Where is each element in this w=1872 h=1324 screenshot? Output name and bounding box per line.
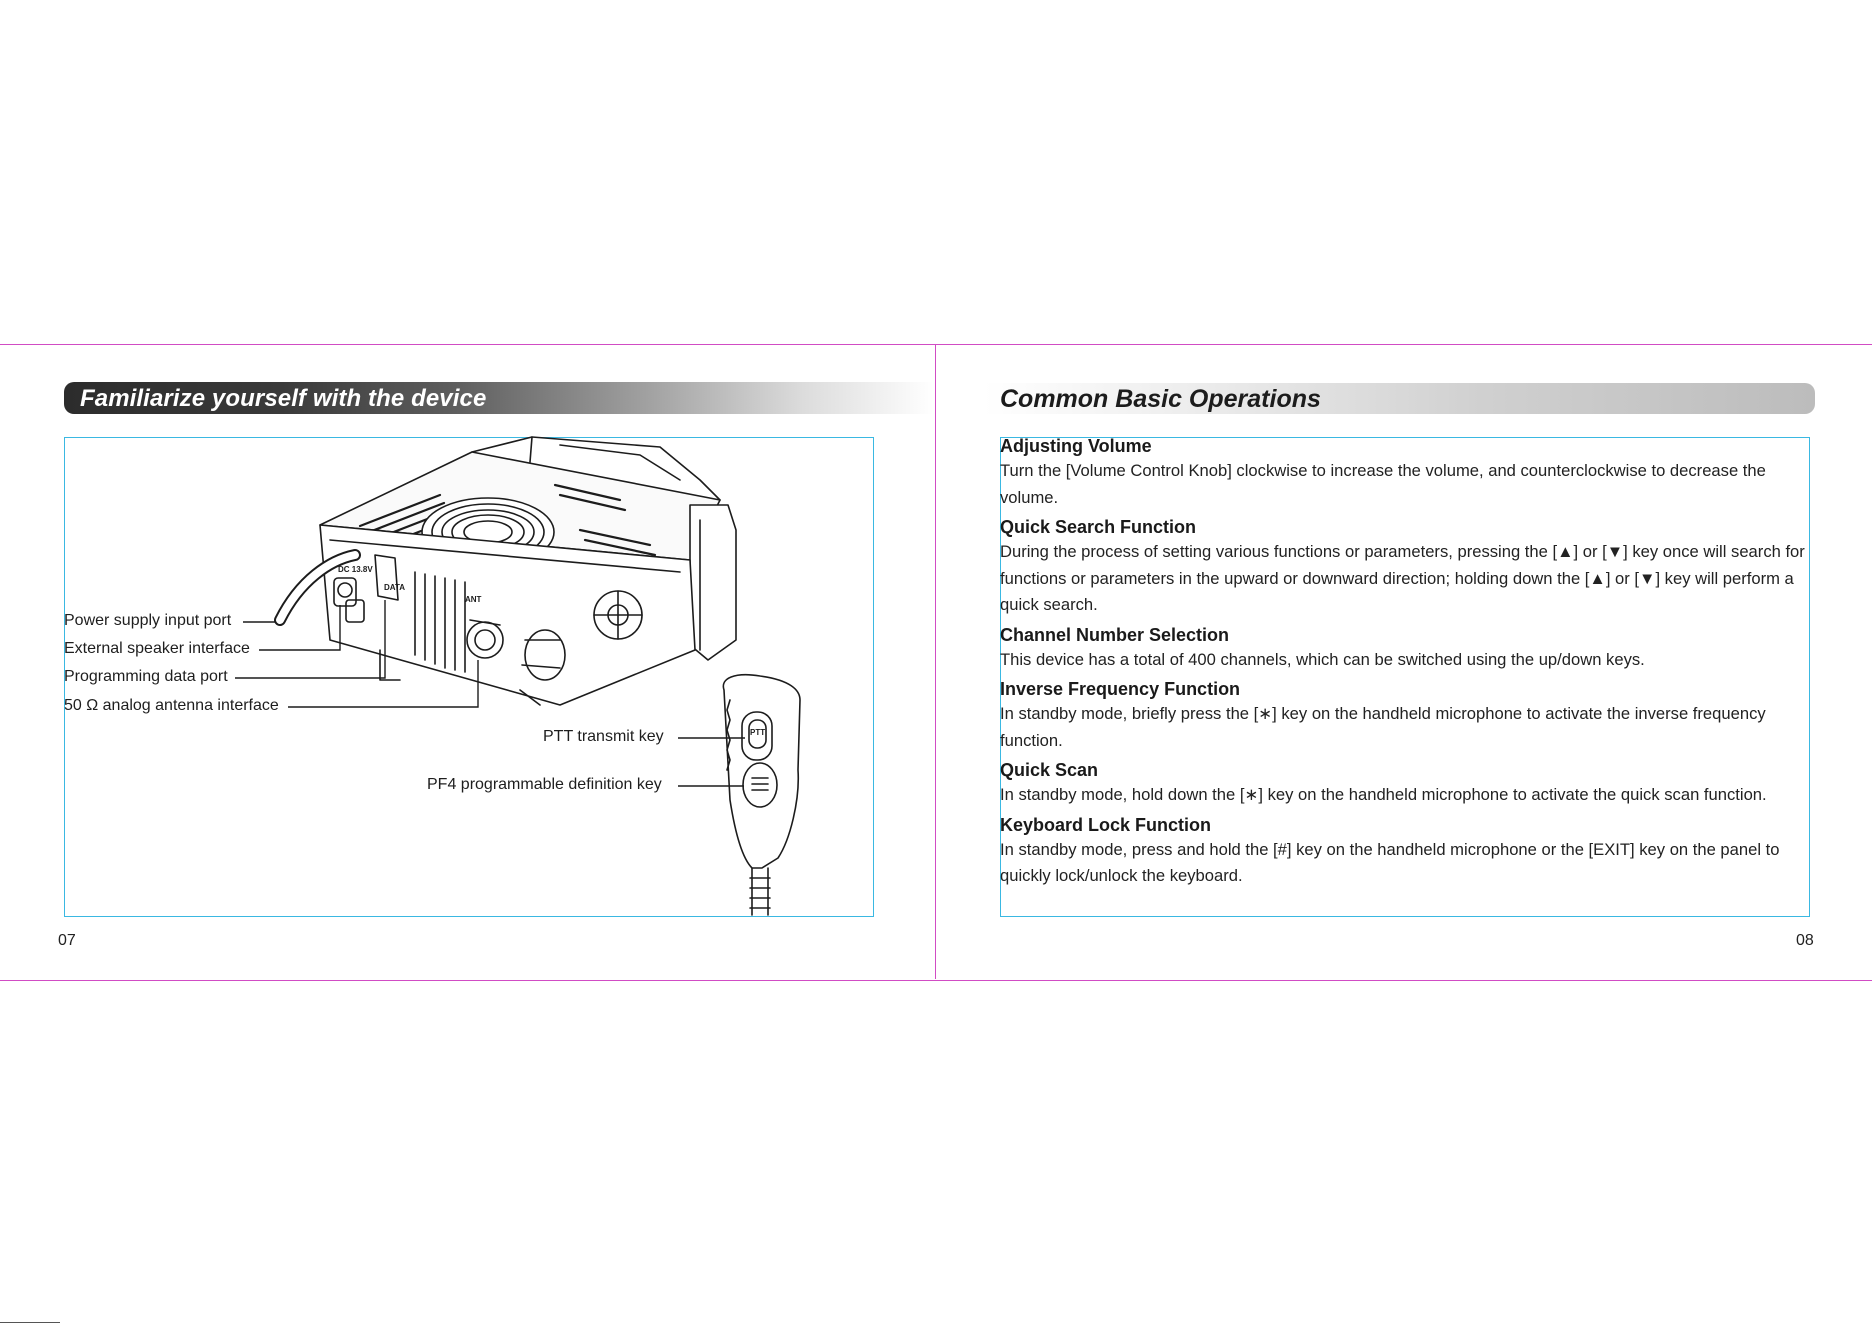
op-heading-inverse-frequency: Inverse Frequency Function — [1000, 679, 1241, 699]
op-text-quick-search: During the process of setting various functions or parameters, pressing the [▲] or [▼] key once will search for functions or parameters in the upward or downward direction; holding down the [▲] or [▼] key will perform a quick search. — [1000, 542, 1805, 614]
ant-label: ANT — [465, 595, 482, 604]
data-label: DATA — [384, 583, 406, 592]
op-heading-volume: Adjusting Volume — [1000, 436, 1152, 456]
section-title-bar-right — [984, 383, 1815, 414]
section-title-right: Common Basic Operations — [1000, 385, 1321, 413]
callout-ptt-key: PTT transmit key — [543, 728, 664, 745]
op-heading-keyboard-lock: Keyboard Lock Function — [1000, 814, 1212, 835]
ptt-button-label: PTT — [750, 728, 766, 737]
operations-list — [1000, 434, 1812, 890]
op-heading-channel: Channel Number Selection — [1000, 624, 1230, 645]
crop-mark — [0, 1322, 60, 1323]
dc-label: DC 13.8V — [338, 565, 373, 574]
callout-programming-port: Programming data port — [64, 668, 228, 685]
callout-pf4-key: PF4 programmable definition key — [427, 776, 662, 793]
op-heading-quick-scan: Quick Scan — [1000, 760, 1099, 780]
op-heading-quick-search: Quick Search Function — [1000, 517, 1197, 537]
op-text-keyboard-lock: In standby mode, press and hold the [#] key on the handheld microphone or the [EXIT] key on the panel to quickly lock/unlock the keyboard. — [1000, 839, 1780, 885]
op-text-inverse-frequency: In standby mode, briefly press the [∗] key on the handheld microphone to activate the inverse frequency function. — [1000, 704, 1766, 750]
callout-antenna-interface: 50 Ω analog antenna interface — [64, 697, 279, 714]
page-number-left: 07 — [58, 932, 76, 949]
op-text-volume: Turn the [Volume Control Knob] clockwise to increase the volume, and counterclockwise to decrease the volume. — [1000, 461, 1766, 507]
op-text-channel: This device has a total of 400 channels, which can be switched using the up/down keys. — [1000, 649, 1645, 669]
section-title-left: Familiarize yourself with the device — [80, 385, 487, 412]
page-number-right: 08 — [1796, 932, 1814, 949]
callout-external-speaker: External speaker interface — [64, 640, 250, 657]
op-text-quick-scan: In standby mode, hold down the [∗] key on the handheld microphone to activate the quick scan function. — [1000, 785, 1767, 804]
callout-power-supply: Power supply input port — [64, 612, 232, 629]
